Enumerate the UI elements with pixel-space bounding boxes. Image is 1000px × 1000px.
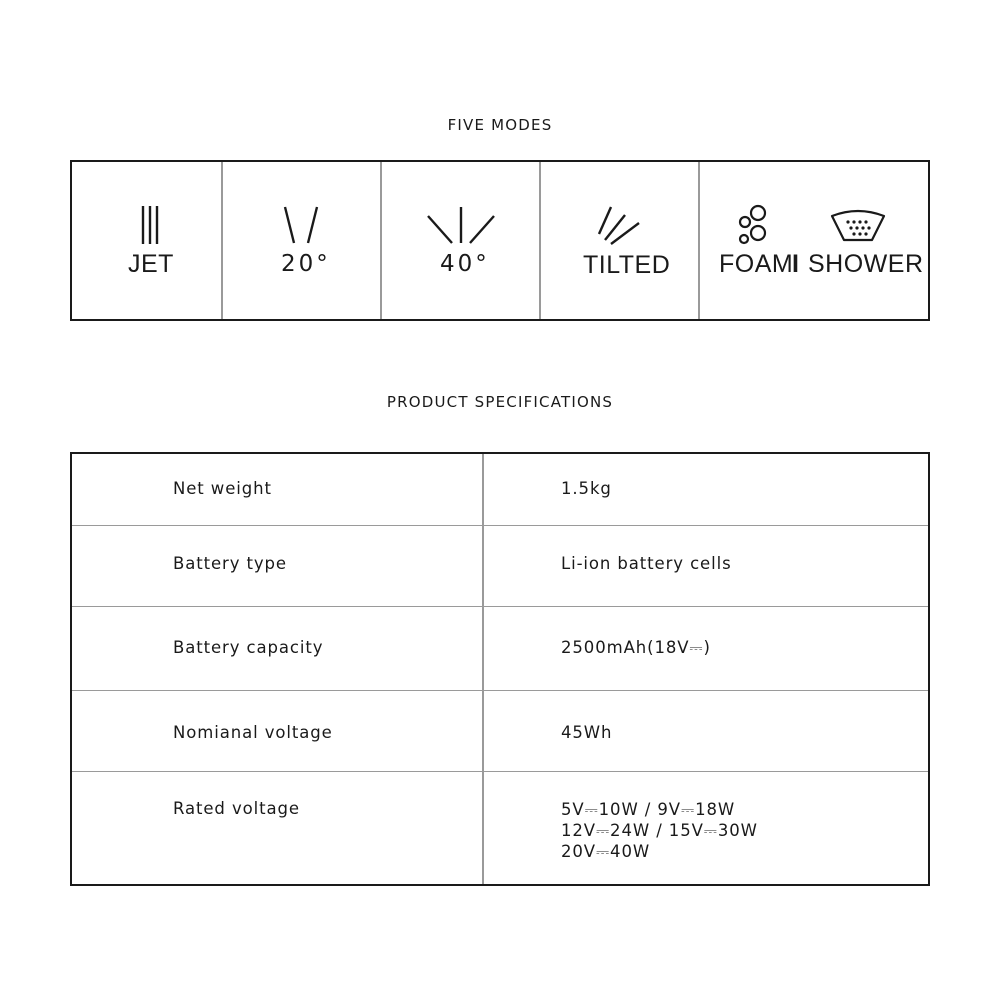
mode-tilted — [541, 162, 698, 319]
mode-20-degree — [223, 162, 380, 319]
three-vertical-lines-icon — [140, 206, 160, 246]
mode-label-shower: SHOWER — [808, 250, 924, 278]
modes-title: FIVE MODES — [447, 116, 553, 134]
table-row — [72, 607, 928, 690]
spec-value-line: 20V⎓40W — [561, 842, 651, 861]
spec-value: Li-ion battery cells — [561, 554, 732, 573]
spec-label: Battery type — [173, 554, 287, 573]
spec-label: Net weight — [173, 479, 272, 498]
mode-label-jet: JET — [128, 250, 174, 278]
spec-table — [70, 452, 930, 886]
bubbles-icon — [736, 204, 770, 246]
table-row — [72, 772, 928, 884]
mode-label-20: 20° — [281, 251, 331, 277]
shower-head-icon — [830, 210, 886, 242]
spec-value-line: 12V⎓24W / 15V⎓30W — [561, 821, 758, 840]
spec-label: Rated voltage — [173, 799, 300, 818]
spec-value: 45Wh — [561, 723, 613, 742]
mode-label-40: 40° — [440, 251, 490, 277]
mode-jet — [72, 162, 221, 319]
spec-label: Nomianal voltage — [173, 723, 333, 742]
mode-label-separator: I — [792, 250, 800, 278]
spec-value-multiline — [561, 799, 758, 862]
mode-foam-shower — [700, 162, 928, 319]
table-row — [72, 454, 928, 525]
mode-label-tilted: TILTED — [583, 251, 671, 279]
mode-40-degree — [382, 162, 539, 319]
modes-strip — [70, 160, 930, 321]
table-row — [72, 526, 928, 606]
spec-value: 1.5kg — [561, 479, 612, 498]
spec-label: Battery capacity — [173, 638, 324, 657]
spec-value: 2500mAh(18V⎓) — [561, 638, 711, 657]
specs-title: PRODUCT SPECIFICATIONS — [386, 393, 614, 411]
table-row — [72, 691, 928, 771]
three-spread-lines-icon — [426, 206, 496, 246]
tilted-lines-icon — [597, 206, 643, 246]
spec-value-line: 5V⎓10W / 9V⎓18W — [561, 800, 736, 819]
mode-label-foam: FOAM — [719, 250, 794, 278]
two-spread-lines-icon — [281, 206, 321, 246]
